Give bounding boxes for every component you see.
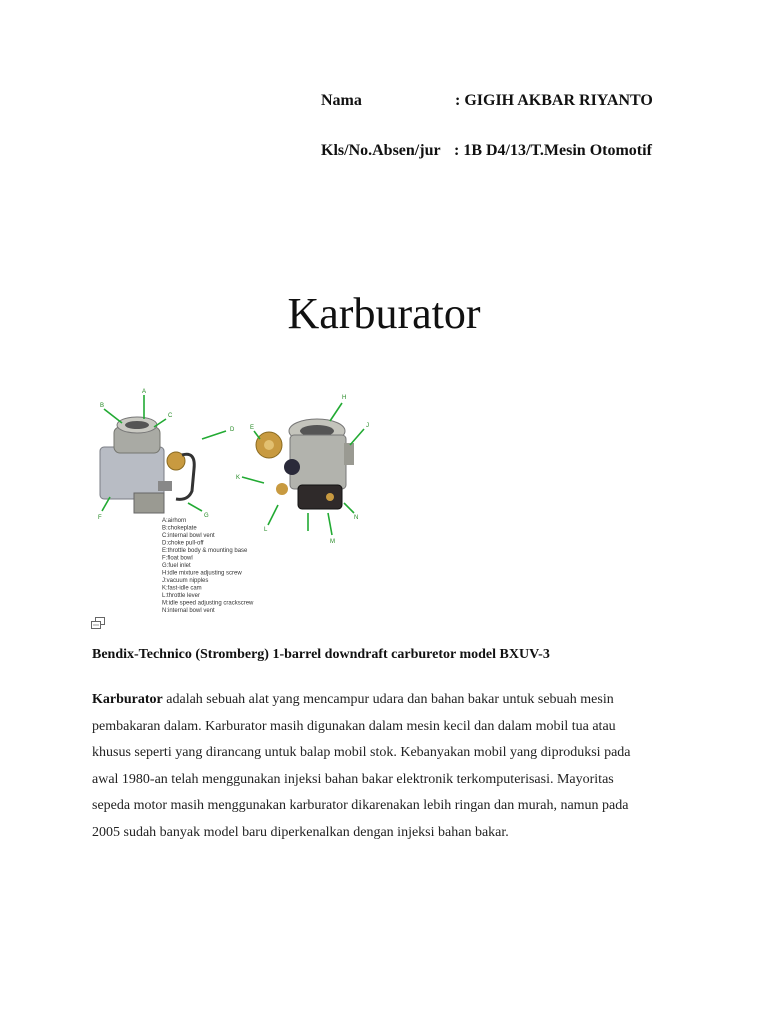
svg-text:B:chokeplate: B:chokeplate — [162, 525, 197, 532]
svg-text:F: F — [98, 515, 102, 521]
svg-text:F:float bowl: F:float bowl — [162, 555, 193, 562]
class-label: Kls/No.Absen/jur — [321, 142, 441, 159]
svg-text:J:vacuum nipples: J:vacuum nipples — [162, 578, 209, 584]
paragraph-lead-term: Karburator — [92, 692, 163, 707]
svg-text:E:throttle body & mounting bas: E:throttle body & mounting base — [162, 548, 248, 554]
carburetor-figure — [92, 385, 382, 614]
svg-text:J: J — [366, 423, 369, 429]
paragraph-line: adalah sebuah alat yang mencampur udara dan bahan bakar untuk sebuah mesin — [162, 692, 614, 707]
svg-text:D: D — [230, 427, 235, 433]
carburetor-right-view — [256, 419, 354, 509]
svg-text:N: N — [354, 515, 359, 521]
name-value: : GIGIH AKBAR RIYANTO — [455, 92, 653, 109]
svg-text:G:fuel inlet: G:fuel inlet — [162, 563, 191, 569]
svg-text:N:internal bowl vent: N:internal bowl vent — [162, 608, 215, 614]
svg-text:K: K — [236, 475, 241, 481]
svg-text:C: C — [168, 413, 173, 419]
svg-text:G: G — [204, 513, 209, 519]
svg-text:C:internal bowl vent: C:internal bowl vent — [162, 533, 215, 539]
paragraph-line: awal 1980-an telah menggunakan injeksi bahan bakar elektronik terkomputerisasi. Mayoritas — [92, 771, 614, 787]
paragraph-line: pembakaran dalam. Karburator masih digunakan dalam mesin kecil dan dalam mobil tua atau — [92, 718, 616, 734]
body-paragraph — [92, 687, 682, 846]
paragraph-line: khusus seperti yang dirancang untuk balap mobil stok. Kebanyakan mobil yang diproduksi pada — [92, 745, 631, 760]
svg-text:B: B — [100, 403, 105, 409]
svg-text:H: H — [342, 395, 347, 401]
name-label: Nama — [321, 92, 362, 109]
svg-text:A:airhorn: A:airhorn — [162, 518, 187, 524]
class-value: : 1B D4/13/T.Mesin Otomotif — [454, 142, 652, 159]
svg-text:A: A — [142, 389, 147, 395]
svg-text:H:idle mixture adjusting screw: H:idle mixture adjusting screw — [162, 570, 242, 577]
document-title: Karburator — [287, 289, 481, 338]
paragraph-line: 2005 sudah banyak model baru diperkenalkan dengan injeksi bahan bakar. — [92, 824, 509, 840]
carburetor-illustration — [92, 385, 382, 614]
svg-text:L:throttle lever: L:throttle lever — [162, 593, 201, 599]
image-placeholder-icon — [91, 617, 105, 629]
paragraph-line: sepeda motor masih menggunakan karburator dikarenakan lebih ringan dan murah, namun pada — [92, 798, 629, 813]
svg-text:M:idle speed adjusting cracksc: M:idle speed adjusting crackscrew — [162, 600, 254, 607]
svg-text:M: M — [330, 539, 335, 545]
figure-caption: Bendix-Technico (Stromberg) 1-barrel downdraft carburetor model BXUV-3 — [92, 647, 550, 662]
figure-legend — [162, 518, 254, 614]
svg-text:K:fast-idle cam: K:fast-idle cam — [162, 585, 202, 592]
svg-text:E: E — [250, 425, 255, 431]
svg-text:D:choke pull-off: D:choke pull-off — [162, 540, 204, 547]
svg-text:L: L — [264, 527, 268, 533]
carburetor-left-view — [100, 417, 194, 513]
